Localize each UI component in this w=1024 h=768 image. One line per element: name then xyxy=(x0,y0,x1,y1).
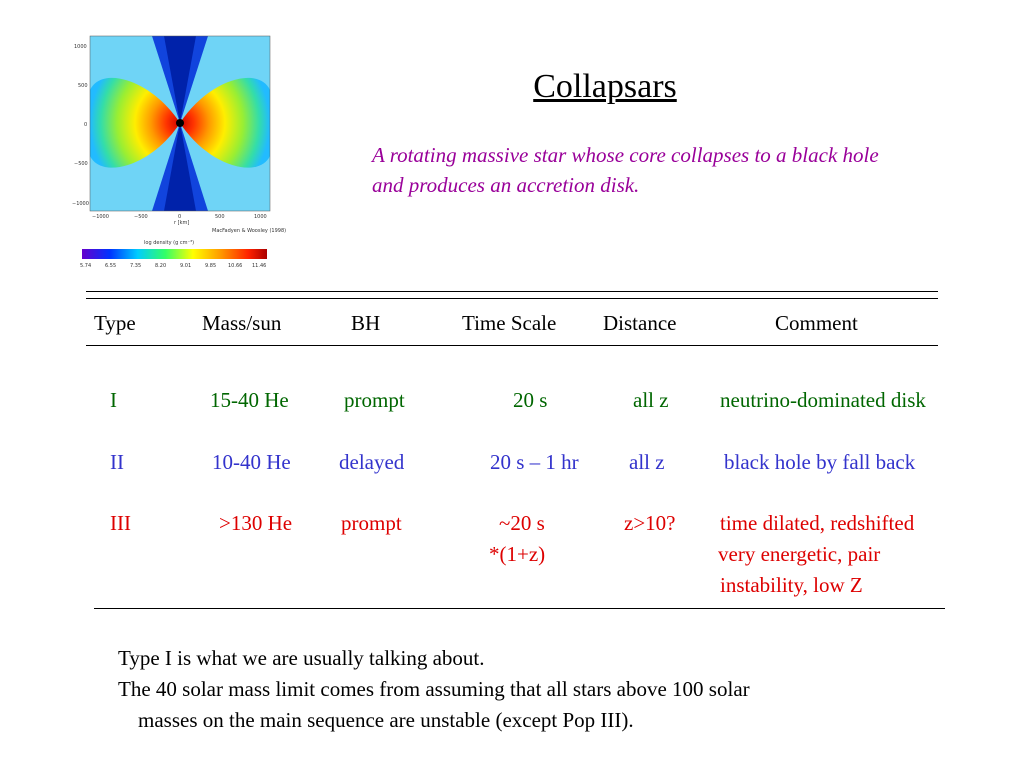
fig-ytick-3: 0 xyxy=(84,122,88,128)
fig-ytick-1: 1000 xyxy=(74,44,87,50)
fig-xtick-4: 500 xyxy=(215,214,225,220)
fig-ytick-4: −500 xyxy=(74,161,88,167)
table-header-rule xyxy=(86,345,938,346)
row2-comment: black hole by fall back xyxy=(724,450,916,474)
fig-xtick-5: 1000 xyxy=(254,214,267,220)
note-line-3: masses on the main sequence are unstable (except Pop III). xyxy=(138,708,634,732)
fig-xtick-1: −1000 xyxy=(92,214,109,220)
fig-cbtick-7: 10.66 xyxy=(228,263,243,269)
slide-title: Collapsars xyxy=(533,68,677,105)
row3-time-line1: ~20 s xyxy=(499,511,545,535)
row2-time: 20 s – 1 hr xyxy=(490,450,579,474)
fig-colorbar-label: log density (g cm⁻³) xyxy=(144,240,195,246)
row3-comment-line3: instability, low Z xyxy=(720,573,863,597)
row1-bh: prompt xyxy=(344,388,405,412)
row3-bh: prompt xyxy=(341,511,402,535)
row3-comment-line2: very energetic, pair xyxy=(718,542,881,566)
header-bh: BH xyxy=(351,311,381,335)
slide-subtitle: A rotating massive star whose core collapses to a black hole and produces an accretion disk. xyxy=(372,143,879,197)
fig-ytick-2: 500 xyxy=(78,83,88,89)
row3-mass: >130 He xyxy=(219,511,293,535)
fig-cbtick-5: 9.01 xyxy=(180,263,192,269)
header-comment: Comment xyxy=(775,311,858,335)
table-bottom-rule xyxy=(94,608,945,609)
colorbar xyxy=(82,249,267,259)
fig-xtick-2: −500 xyxy=(134,214,148,220)
row1-distance: all z xyxy=(633,388,669,412)
header-type: Type xyxy=(94,311,136,335)
row1-type: I xyxy=(110,388,117,412)
header-mass: Mass/sun xyxy=(202,311,282,335)
table-top-rule-2 xyxy=(86,298,938,299)
fig-credit: MacFadyen & Woosley (1998) xyxy=(212,228,287,234)
table-top-rule-1 xyxy=(86,291,938,292)
row3-distance: z>10? xyxy=(624,511,676,535)
header-distance: Distance xyxy=(603,311,677,335)
fig-xlabel: r [km] xyxy=(174,220,190,226)
density-map-image xyxy=(72,30,287,275)
fig-cbtick-4: 8.20 xyxy=(155,263,167,269)
row1-mass: 15-40 He xyxy=(210,388,289,412)
row3-time-line2: *(1+z) xyxy=(489,542,546,566)
fig-cbtick-3: 7.35 xyxy=(130,263,142,269)
row3-type: III xyxy=(110,511,131,535)
row2-type: II xyxy=(110,450,124,474)
note-line-1: Type I is what we are usually talking about. xyxy=(118,646,485,670)
row2-mass: 10-40 He xyxy=(212,450,291,474)
fig-cbtick-8: 11.46 xyxy=(252,263,267,269)
header-time-scale: Time Scale xyxy=(462,311,557,335)
row2-bh: delayed xyxy=(339,450,405,474)
row1-time: 20 s xyxy=(513,388,548,412)
density-figure xyxy=(72,30,287,275)
row2-distance: all z xyxy=(629,450,665,474)
fig-cbtick-6: 9.85 xyxy=(205,263,217,269)
fig-cbtick-1: 5.74 xyxy=(80,263,92,269)
row1-comment: neutrino-dominated disk xyxy=(720,388,926,412)
fig-cbtick-2: 6.55 xyxy=(105,263,117,269)
row3-comment-line1: time dilated, redshifted xyxy=(720,511,915,535)
fig-xtick-3: 0 xyxy=(178,214,182,220)
note-line-2: The 40 solar mass limit comes from assuming that all stars above 100 solar xyxy=(118,677,750,701)
fig-ytick-5: −1000 xyxy=(72,201,89,207)
